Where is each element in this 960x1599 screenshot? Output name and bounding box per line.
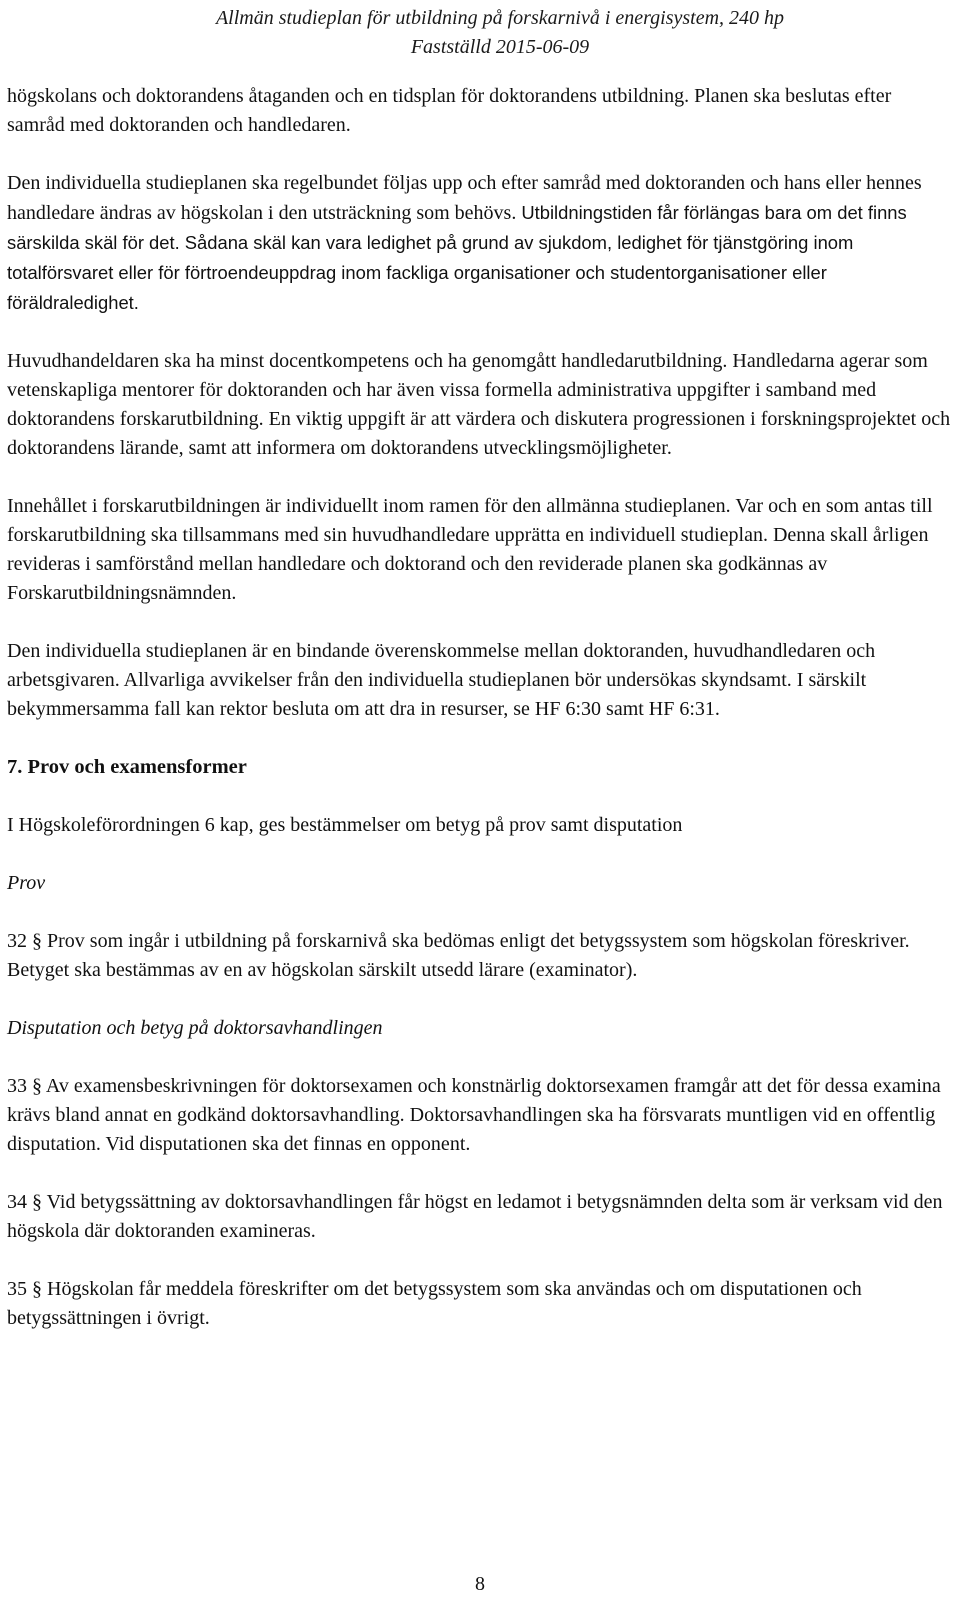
paragraph-content: Innehållet i forskarutbildningen är individuellt inom ramen för den allmänna studieplanen. Var och en som antas till forskarutbildning ska tillsammans med sin huvudhandledare upprätta en individuell studieplan. Denna skall årligen revideras i samförstånd mellan handledare och doktorand och den reviderade planen ska godkännas av Forskarutbildningsnämnden.: [7, 495, 933, 604]
page-number: 8: [475, 1573, 485, 1595]
paragraph-33: [7, 1072, 952, 1159]
header-date: Fastställd 2015-06-09: [410, 36, 590, 58]
paragraph-follow-up-intro: Den individuella studieplanen ska regelbundet följas upp och efter samråd med doktoranden och hans eller hennes handledare ändras av högskolan i den utsträckning som behövs.: [7, 172, 922, 224]
paragraph-33-text: Av examensbeskrivningen för doktorsexamen och konstnärlig doktorsexamen framgår att det för dessa examina krävs bland annat en godkänd doktorsavhandling. Doktorsavhandlingen ska ha försvarats muntligen vid en offentlig disputation. Vid disputationen ska det finnas en opponent.: [7, 1075, 941, 1155]
document-body: [7, 82, 952, 1362]
paragraph-33-number: 33 §: [7, 1075, 42, 1097]
paragraph-continuation: högskolans och doktorandens åtaganden och en tidsplan för doktorandens utbildning. Planen ska beslutas efter samråd med doktoranden och handledaren.: [7, 85, 892, 136]
paragraph-34: [7, 1188, 952, 1246]
page-header: [0, 4, 960, 62]
paragraph-extension-reasons: Sådana skäl kan vara ledighet på grund av sjukdom, ledighet för tjänstgöring inom totalförsvaret eller för förtroendeuppdrag inom fackliga organisationer och studentorganisationer eller föräldraledighet.: [7, 232, 854, 313]
paragraph-extension-rule: Utbildningstiden får förlängas bara om det finns särskilda skäl för det.: [7, 202, 907, 253]
paragraph-32-number: 32 §: [7, 930, 42, 952]
paragraph-34-number: 34 §: [7, 1191, 42, 1213]
paragraph-35-text: Högskolan får meddela föreskrifter om det betygssystem som ska användas och om disputationen och betygssättningen i övrigt.: [7, 1278, 862, 1329]
paragraph-34-text: Vid betygssättning av doktorsavhandlingen får högst en ledamot i betygsnämnden delta som är verksam vid den högskola där doktoranden examineras.: [7, 1191, 943, 1242]
subheading-prov: Prov: [7, 872, 46, 894]
paragraph-supervisors: Huvudhandeldaren ska ha minst docentkompetens och ha genomgått handledarutbildning. Handledarna agerar som vetenskapliga mentorer för doktoranden och har även vissa formella administrativa uppgifter i samband med doktorandens forskarutbildning. En viktig uppgift är att värdera och diskutera progressionen i forskningsprojektet och doktorandens lärande, samt att informera om doktorandens utvecklingsmöjligheter.: [7, 350, 951, 459]
paragraph-35-number: 35 §: [7, 1278, 42, 1300]
section-intro: I Högskoleförordningen 6 kap, ges bestämmelser om betyg på prov samt disputation: [7, 814, 683, 836]
paragraph-35: [7, 1275, 952, 1333]
paragraph-follow-up: [7, 169, 952, 318]
header-title: Allmän studieplan för utbildning på forskarnivå i energisystem, 240 hp: [215, 7, 785, 29]
paragraph-32: [7, 927, 952, 985]
paragraph-32-text: Prov som ingår i utbildning på forskarnivå ska bedömas enligt det betygssystem som högskolan föreskriver. Betyget ska bestämmas av en av högskolan särskilt utsedd lärare (examinator).: [7, 930, 910, 981]
section-heading: 7. Prov och examensformer: [7, 756, 247, 778]
subheading-disputation: Disputation och betyg på doktorsavhandlingen: [7, 1017, 383, 1039]
paragraph-binding-agreement: Den individuella studieplanen är en bindande överenskommelse mellan doktoranden, huvudhandledaren och arbetsgivaren. Allvarliga avvikelser från den individuella studieplanen bör undersökas skyndsamt. I särskilt bekymmersamma fall kan rektor besluta om att dra in resurser, se HF 6:30 samt HF 6:31.: [7, 640, 876, 720]
